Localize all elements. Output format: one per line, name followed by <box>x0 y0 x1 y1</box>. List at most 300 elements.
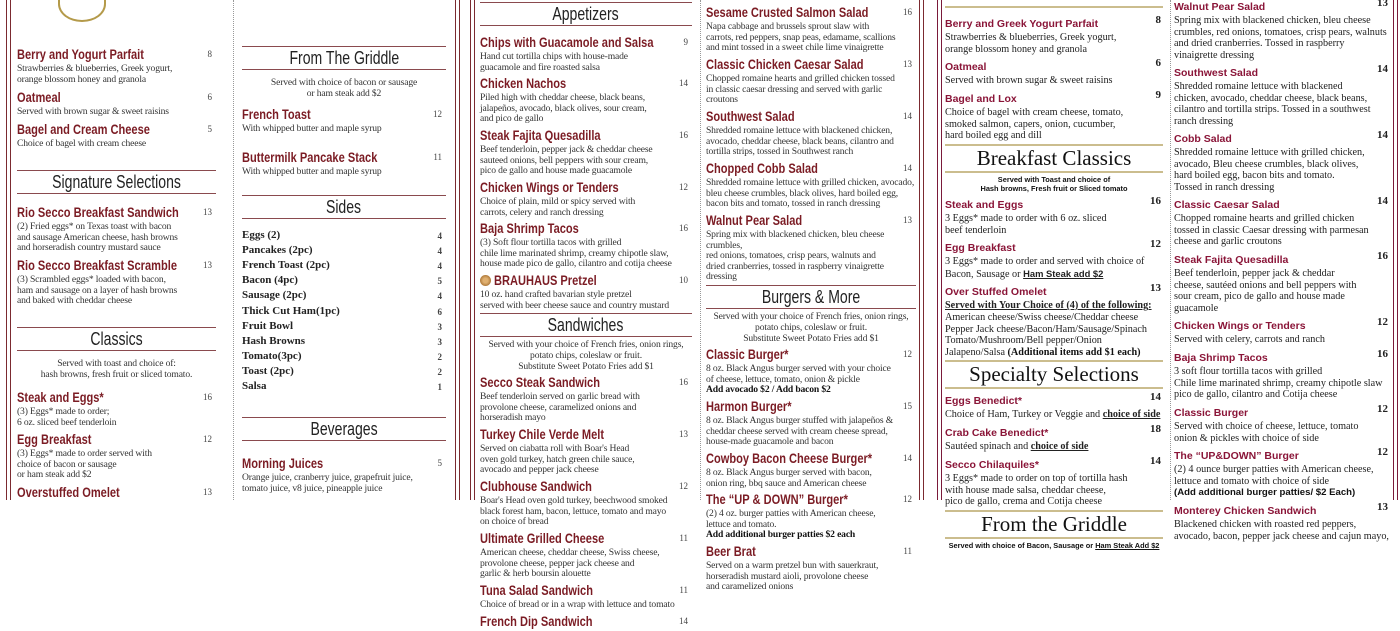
item-subtitle: Served with Your Choice of (4) of the following: <box>945 300 1152 311</box>
note-text <box>945 541 1163 550</box>
menu-item <box>1174 63 1390 127</box>
description-text: Beef tenderloin, pepper jack & cheddar cheese, sautéed onions and bell peppers with sour cream, pico de gallo and house made guacamole <box>1174 268 1357 314</box>
section-title: Sandwiches <box>548 315 624 335</box>
item-description <box>480 93 692 125</box>
item-description <box>480 496 692 528</box>
item-title: Chicken Nachos <box>480 76 567 91</box>
description-emphasis: choice of side <box>1102 409 1161 420</box>
description-text: Served with brown sugar & sweet raisins <box>17 106 169 117</box>
item-price: 13 <box>903 215 912 225</box>
item-title-row <box>945 423 1163 441</box>
item-title-row <box>480 34 692 52</box>
item-title-row <box>945 391 1163 409</box>
section-header-rule <box>945 144 1163 173</box>
item-price: 12 <box>1377 446 1388 458</box>
menu-item <box>1174 348 1390 401</box>
item-title: French Dip Sandwich <box>480 614 593 629</box>
item-price: 11 <box>433 152 442 162</box>
page-border <box>474 0 475 500</box>
item-title: Egg Breakfast <box>945 242 1016 254</box>
menu-column <box>17 0 216 500</box>
page-border <box>937 0 938 500</box>
description-text: Beef tenderloin, pepper jack & cheddar cheese sauteed onions, bell peppers with sour cream, pico de gallo and house made guacamole <box>480 144 653 177</box>
item-description <box>1174 15 1390 61</box>
page-border <box>923 0 924 500</box>
section-header <box>480 313 692 337</box>
item-description <box>242 473 446 494</box>
item-title-row <box>945 455 1163 473</box>
side-name: Bacon (4pc) <box>242 274 298 287</box>
item-price: 14 <box>903 111 912 121</box>
item-title: Southwest Salad <box>1174 67 1259 79</box>
menu-column <box>706 0 916 593</box>
item-title: Bagel and Lox <box>945 93 1017 105</box>
description-text: (2) 4 ounce burger patties with American cheese, lettuce and tomato with choice of side <box>1174 464 1374 487</box>
item-title-row <box>945 57 1163 75</box>
side-name: Sausage (2pc) <box>242 289 307 302</box>
item-title-row <box>706 398 916 416</box>
description-text: Choice of plain, mild or spicy served with carrots, celery and ranch dressing <box>480 196 636 218</box>
item-title: The “UP&DOWN” Burger <box>1174 450 1299 462</box>
item-title-row <box>17 121 216 139</box>
item-title: Buttermilk Pancake Stack <box>242 150 378 165</box>
side-item <box>242 380 446 393</box>
item-title-row <box>480 127 692 145</box>
item-title-row <box>706 543 916 561</box>
column-divider <box>233 0 234 500</box>
item-title: The “UP & DOWN” Burger* <box>706 492 848 507</box>
section-title: Signature Selections <box>52 172 181 192</box>
menu-item <box>1174 129 1390 193</box>
section-title: From The Griddle <box>289 48 399 68</box>
item-price: 16 <box>1150 195 1161 207</box>
menu-item <box>706 212 916 283</box>
menu-column <box>945 0 1163 550</box>
description-text: (2) 4 oz. burger patties with American cheese, lettuce and tomato. <box>706 508 876 530</box>
item-title: Classic Burger <box>1174 407 1249 419</box>
side-price: 4 <box>437 246 442 257</box>
item-title: Walnut Pear Salad <box>1174 1 1266 13</box>
note-line: Served with your choice of French fries, onion rings, potato chips, coleslaw or fruit. Substitute Sweet Potato Fries add $1 <box>488 339 684 372</box>
item-price: 12 <box>1150 238 1161 250</box>
menu-item <box>480 220 692 270</box>
item-price: 5 <box>207 124 212 134</box>
column-divider <box>700 0 701 500</box>
item-price: 13 <box>1377 501 1388 513</box>
section-header <box>242 417 446 441</box>
item-title: Steak Fajita Quesadilla <box>480 128 601 143</box>
column-divider <box>1170 0 1171 500</box>
item-price: 12 <box>903 494 912 504</box>
menu-item <box>1174 501 1390 542</box>
description-text: Hand cut tortilla chips with house-made guacamole and fire roasted salsa <box>480 51 628 73</box>
item-description <box>945 441 1163 453</box>
menu-item <box>242 106 446 135</box>
menu-item <box>1174 195 1390 248</box>
item-title: Baja Shrimp Tacos <box>480 221 579 236</box>
section-header-rule <box>17 327 216 351</box>
page-border <box>10 0 11 500</box>
side-price: 6 <box>437 306 442 317</box>
description-emphasis: Ham Steak add $2 <box>1023 267 1104 279</box>
item-price: 14 <box>1377 129 1388 141</box>
description-text: Shredded romaine lettuce with grilled chicken, avocado, bleu cheese crumbles, black olives, hard boiled egg, bacon bits and tomato, tossed in ranch dressing <box>706 177 915 210</box>
item-price: 8 <box>1155 14 1161 26</box>
item-title: Ultimate Grilled Cheese <box>480 531 605 546</box>
item-price: 13 <box>1377 0 1388 9</box>
pretzel-icon <box>480 275 491 286</box>
item-description <box>706 416 916 448</box>
item-price: 13 <box>203 487 212 497</box>
item-price: 16 <box>1377 348 1388 360</box>
item-title-row <box>945 282 1163 300</box>
side-row <box>242 335 446 348</box>
section-title: Beverages <box>310 419 378 439</box>
item-title: Harmon Burger* <box>706 399 792 414</box>
menu-item <box>1174 250 1390 314</box>
side-row <box>242 320 446 333</box>
menu-item <box>17 46 216 85</box>
side-price: 1 <box>437 382 442 392</box>
menu-item <box>17 389 216 428</box>
menu-item <box>480 127 692 177</box>
item-title: Morning Juices <box>242 456 324 471</box>
item-description <box>945 107 1163 142</box>
item-description <box>1174 421 1390 444</box>
note-line: Served with toast and choice of: hash browns, fresh fruit or sliced tomato. <box>40 358 193 380</box>
side-name: Thick Cut Ham(1pc) <box>242 304 340 317</box>
item-price: 9 <box>683 37 688 47</box>
section-title: Appetizers <box>552 4 620 24</box>
section-header-rule <box>480 2 692 26</box>
menu-item <box>480 613 692 631</box>
section-note <box>945 175 1163 193</box>
item-title: Classic Chicken Caesar Salad <box>706 57 864 72</box>
item-title-row <box>480 179 692 197</box>
side-item <box>242 229 446 242</box>
item-title-row <box>242 149 446 167</box>
side-item <box>242 259 446 272</box>
description-text: Chopped romaine hearts and grilled chicken tossed in classic caesar dressing and served with garlic croutons <box>706 73 895 106</box>
description-text: Piled high with cheddar cheese, black beans, jalapeños, avocado, black olives, sour cream, and pico de gallo <box>480 92 647 125</box>
description-text: Served with choice of cheese, lettuce, tomato onion & pickles with choice of side <box>1174 421 1359 444</box>
item-price: 12 <box>679 481 688 491</box>
item-addon: (Additional items add $1 each) <box>1007 346 1141 358</box>
item-title-row <box>1174 129 1390 147</box>
item-description <box>480 392 692 424</box>
item-price: 13 <box>903 59 912 69</box>
side-row <box>242 259 446 272</box>
item-description <box>706 230 916 283</box>
description-text: (3) Eggs* made to order; 6 oz. sliced beef tenderloin <box>17 406 117 428</box>
item-title: Classic Burger* <box>706 347 789 362</box>
item-title: Classic Caesar Salad <box>1174 199 1280 211</box>
section-title: Burgers & More <box>761 287 861 307</box>
item-title-row <box>17 46 216 64</box>
item-title-row <box>706 346 916 364</box>
item-description <box>17 407 216 428</box>
side-name: Eggs (2) <box>242 229 281 241</box>
menu-item <box>17 484 216 502</box>
side-item <box>242 289 446 302</box>
side-item <box>242 244 446 257</box>
item-title: Southwest Salad <box>706 109 795 124</box>
menu-item <box>706 4 916 54</box>
item-title: BRAUHAUS Pretzel <box>494 273 597 288</box>
menu-item <box>480 582 692 611</box>
side-item <box>242 274 446 287</box>
description-text: Served with brown sugar & sweet raisins <box>945 75 1113 86</box>
item-description <box>706 74 916 106</box>
item-description <box>480 548 692 580</box>
menu-item <box>706 491 916 541</box>
side-row <box>242 274 446 287</box>
item-price: 6 <box>1155 57 1161 69</box>
menu-item <box>706 398 916 448</box>
description-text: Shredded romaine lettuce with blackened chicken, avocado, cheddar cheese, black beans, cilantro and tortilla strips, tossed in Southwest ranch <box>706 125 894 158</box>
item-description <box>706 468 916 489</box>
item-title: Chicken Wings or Tenders <box>480 180 619 195</box>
item-title-row <box>17 89 216 107</box>
description-text: 10 oz. hand crafted bavarian style pretzel served with beer cheese sauce and country mustard <box>480 289 669 311</box>
item-title: Secco Steak Sandwich <box>480 375 600 390</box>
item-title: Cobb Salad <box>1174 133 1232 145</box>
menu-column <box>242 0 446 500</box>
side-name: Pancakes (2pc) <box>242 244 313 257</box>
item-title-row <box>1174 250 1390 268</box>
item-description <box>1174 268 1390 314</box>
item-title-row <box>1174 316 1390 334</box>
page-border <box>919 0 920 500</box>
item-price: 9 <box>1155 89 1161 101</box>
side-item <box>242 335 446 348</box>
item-price: 11 <box>903 546 912 556</box>
side-item <box>242 365 446 378</box>
section-header-rule <box>480 313 692 337</box>
item-title-row <box>1174 403 1390 421</box>
item-description <box>706 561 916 593</box>
description-text: Blackened chicken with roasted red peppers, avocado, bacon, pepper jack cheese and cajun mayo, <box>1174 519 1389 542</box>
item-description <box>945 32 1163 55</box>
item-title-row <box>945 238 1163 256</box>
side-name: French Toast (2pc) <box>242 259 330 272</box>
menu-item <box>1174 403 1390 444</box>
item-title-row <box>706 56 916 74</box>
description-text: Sautéed spinach and <box>945 441 1031 452</box>
menu-item <box>706 56 916 106</box>
description-text: Served on ciabatta roll with Boar's Head oven gold turkey, hatch green chile sauce, avocado and pepper jack cheese <box>480 443 635 476</box>
item-description <box>1174 81 1390 127</box>
menu-item <box>945 57 1163 87</box>
menu-item <box>480 426 692 476</box>
section-header <box>480 2 692 26</box>
description-text: Served with celery, carrots and ranch <box>1174 334 1325 345</box>
description-text: (3) Eggs* made to order served with choice of bacon or sausage or ham steak add $2 <box>17 448 152 481</box>
section-header-rule <box>945 360 1163 389</box>
menu-item <box>706 108 916 158</box>
description-text: Choice of bagel with cream cheese <box>17 138 147 149</box>
description-text: Served on a warm pretzel bun with sauerkraut, horseradish mustard aioli, provolone cheese and caramelized onions <box>706 560 879 593</box>
item-description <box>1174 464 1390 499</box>
item-price: 16 <box>679 130 688 140</box>
description-text: Spring mix with blackened chicken, bleu cheese crumbles, red onions, tomatoes, crisp pears, walnuts and dried cranberries, tossed in raspberry vinaigrette dressing <box>706 229 885 283</box>
side-price: 3 <box>437 321 442 332</box>
description-text: Choice of bread or in a wrap with lettuce and tomato <box>480 599 675 610</box>
item-description <box>17 107 216 118</box>
side-name: Fruit Bowl <box>242 319 294 332</box>
menu-item <box>17 204 216 254</box>
item-title: Sesame Crusted Salmon Salad <box>706 5 869 20</box>
item-title: Oatmeal <box>945 61 987 73</box>
item-title-row <box>17 431 216 449</box>
side-row <box>242 350 446 363</box>
item-description <box>1174 334 1390 346</box>
item-title: Rio Secco Breakfast Scramble <box>17 258 177 273</box>
description-text: Shredded romaine lettuce with blackened chicken, avocado, cheddar cheese, black beans, cilantro and tortilla strips. Tossed in a southwest ranch dressing <box>1174 81 1371 127</box>
side-name: Tomato(3pc) <box>242 349 302 362</box>
item-description <box>480 444 692 476</box>
menu-item <box>17 121 216 150</box>
description-text: 3 Eggs* made to order with 6 oz. sliced beef tenderloin <box>945 213 1107 236</box>
item-title: Overstuffed Omelet <box>17 485 120 500</box>
note-text <box>480 339 692 372</box>
item-price: 14 <box>1377 63 1388 75</box>
item-title: French Toast <box>242 107 311 122</box>
item-price: 12 <box>1377 316 1388 328</box>
side-row <box>242 289 446 302</box>
item-title-row <box>480 426 692 444</box>
item-price: 13 <box>1150 282 1161 294</box>
menu-item <box>17 89 216 118</box>
item-price: 14 <box>1377 195 1388 207</box>
item-title-row <box>480 613 692 631</box>
menu-item <box>706 543 916 593</box>
menu-item <box>17 257 216 307</box>
side-row <box>242 229 446 242</box>
item-price: 16 <box>903 7 912 17</box>
menu-item <box>480 179 692 218</box>
item-title: Monterey Chicken Sandwich <box>1174 505 1317 517</box>
item-title-row <box>480 530 692 548</box>
item-price: 14 <box>903 453 912 463</box>
item-description <box>480 52 692 73</box>
item-description <box>945 473 1163 508</box>
item-description <box>706 509 916 541</box>
menu-item <box>945 89 1163 142</box>
side-item <box>242 350 446 363</box>
item-description <box>480 238 692 270</box>
page-border <box>1393 0 1394 500</box>
item-title-row <box>706 212 916 230</box>
note-line: Served with choice of bacon or sausage or ham steak add $2 <box>270 77 418 99</box>
item-price: 14 <box>903 163 912 173</box>
item-title-row <box>480 582 692 600</box>
description-text: Strawberries & blueberries, Greek yogurt, orange blossom honey and granola <box>17 63 173 85</box>
item-title: Over Stuffed Omelet <box>945 286 1047 298</box>
menu-item <box>1174 446 1390 499</box>
note-text <box>17 358 216 380</box>
page-border <box>941 0 942 500</box>
item-title-row <box>242 455 446 473</box>
menu-item <box>480 75 692 125</box>
item-price: 15 <box>903 401 912 411</box>
item-price: 14 <box>679 78 688 88</box>
item-title-row <box>480 75 692 93</box>
item-title-row <box>945 89 1163 107</box>
item-price: 12 <box>433 109 442 119</box>
item-price: 16 <box>679 377 688 387</box>
item-title: Egg Breakfast <box>17 432 92 447</box>
item-description <box>17 222 216 254</box>
side-item <box>242 320 446 333</box>
side-name: Toast (2pc) <box>242 364 294 377</box>
item-title-row <box>17 484 216 502</box>
page-border <box>470 0 471 500</box>
section-note <box>706 311 916 344</box>
description-text: With whipped butter and maple syrup <box>242 123 382 134</box>
item-price: 16 <box>1377 250 1388 262</box>
menu-item <box>945 282 1163 358</box>
item-title: Chopped Cobb Salad <box>706 161 818 176</box>
side-price: 4 <box>437 261 442 272</box>
item-title-row <box>480 374 692 392</box>
item-addon: Add avocado $2 / Add bacon $2 <box>706 384 831 396</box>
item-description <box>480 290 692 311</box>
menu-column <box>1174 0 1390 542</box>
side-row <box>242 244 446 257</box>
item-price: 11 <box>679 585 688 595</box>
description-text: Napa cabbage and brussels sprout slaw with carrots, red peppers, snap peas, edamame, scallions and mint tossed in a sweet chile lime vinaigrette <box>706 21 896 54</box>
note-line: Served with Toast and choice of Hash browns, Fresh fruit or Sliced tomato <box>980 175 1128 193</box>
item-description <box>945 312 1163 358</box>
item-description <box>945 409 1163 421</box>
description-text: American cheese, cheddar cheese, Swiss cheese, provolone cheese, pepper jack cheese and garlic & herb boursin alouette <box>480 547 660 580</box>
menu-item <box>242 455 446 494</box>
item-price: 11 <box>679 533 688 543</box>
menu-item <box>1174 316 1390 346</box>
page-border <box>6 0 7 500</box>
menu-item <box>706 346 916 396</box>
section-header <box>242 195 446 219</box>
description-text: (2) Fried eggs* on Texas toast with bacon and sausage American cheese, hash browns and horseradish country mustard sauce <box>17 221 178 254</box>
item-price: 5 <box>437 458 442 468</box>
item-price: 13 <box>203 260 212 270</box>
description-emphasis: choice of side <box>1030 441 1089 452</box>
item-description <box>945 75 1163 87</box>
item-description <box>706 364 916 396</box>
side-name: Salsa <box>242 380 267 392</box>
item-title-row <box>1174 63 1390 81</box>
side-row <box>242 380 446 393</box>
item-title-row <box>480 272 692 290</box>
item-description <box>945 256 1163 280</box>
section-header <box>242 46 446 70</box>
note-line: Served with choice of Bacon, Sausage or <box>948 541 1096 550</box>
section-header <box>17 170 216 194</box>
item-title: Steak and Eggs <box>945 199 1024 211</box>
side-price: 4 <box>437 231 442 241</box>
menu-item <box>480 272 692 311</box>
item-title-row <box>17 204 216 222</box>
description-text: Beef tenderloin served on garlic bread with provolone cheese, caramelized onions and horseradish mayo <box>480 391 640 424</box>
item-price: 12 <box>903 349 912 359</box>
section-header-rule <box>706 285 916 309</box>
item-description <box>17 64 216 85</box>
side-row <box>242 365 446 378</box>
section-header <box>945 360 1163 389</box>
item-title-row <box>706 160 916 178</box>
section-title: Specialty Selections <box>969 362 1139 386</box>
